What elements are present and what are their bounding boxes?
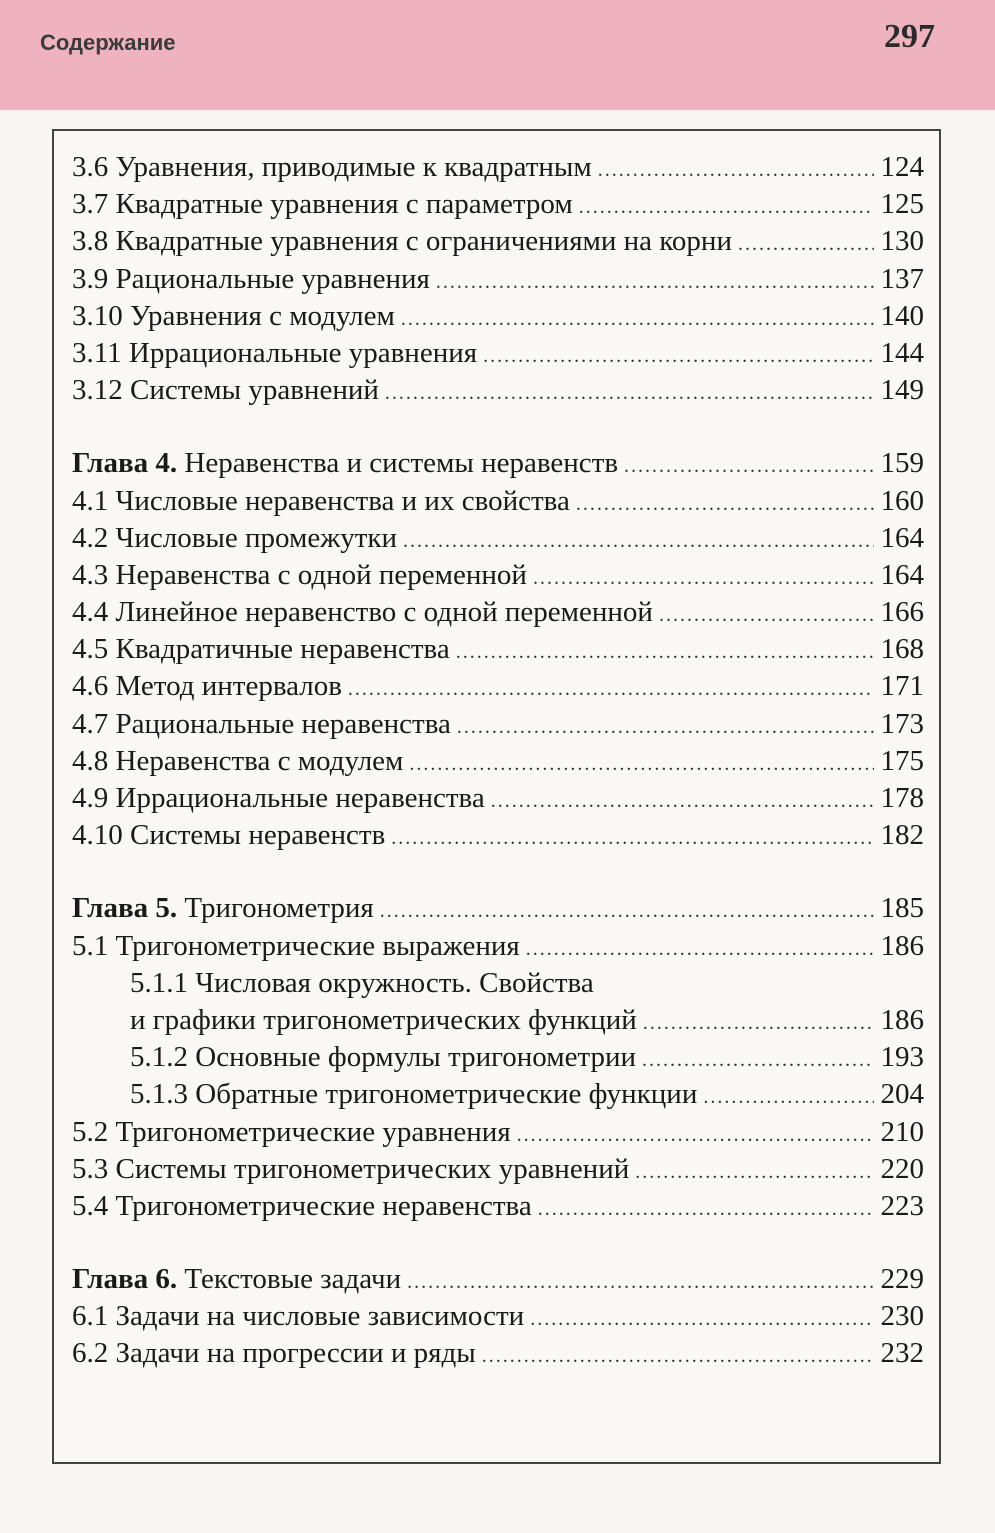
- chapter-label: Глава 6.: [72, 1263, 178, 1296]
- toc-entry: 4.7 Рациональные неравенства ..... 173: [72, 708, 924, 745]
- toc-entry: 3.10 Уравнения с модулем ..... 140: [72, 300, 924, 337]
- toc-entry: 6.1 Задачи на числовые зависимости ..... 230: [72, 1300, 924, 1337]
- chapter-label: Глава 4.: [72, 447, 178, 480]
- toc-page: 164: [880, 521, 924, 554]
- toc-page: 137: [880, 262, 924, 295]
- toc-entry: 3.7 Квадратные уравнения с параметром ..... 125: [72, 188, 924, 225]
- toc-entry: 4.6 Метод интервалов ..... 171: [72, 670, 924, 707]
- toc-page: 220: [880, 1152, 924, 1185]
- toc-page: 186: [880, 1003, 924, 1036]
- toc-subentry: 5.1.2 Основные формулы тригонометрии ..... 193: [72, 1041, 924, 1078]
- toc-entry: 3.9 Рациональные уравнения ..... 137: [72, 263, 924, 300]
- toc-entry: 5.4 Тригонометрические неравенства ..... 223: [72, 1190, 924, 1227]
- toc-chapter-5: Глава 5. Тригонометрия ..... 185: [72, 892, 924, 929]
- toc-entry: 4.8 Неравенства с модулем ..... 175: [72, 745, 924, 782]
- toc-entry: 3.11 Иррациональные уравнения ..... 144: [72, 337, 924, 374]
- toc-entry: 4.4 Линейное неравенство с одной переменной ..... 166: [72, 596, 924, 633]
- toc-page: 185: [880, 892, 924, 925]
- toc-page: 130: [880, 225, 924, 258]
- toc-list: [72, 151, 924, 1375]
- toc-entry: 6.2 Задачи на прогрессии и ряды ..... 232: [72, 1337, 924, 1374]
- toc-page: 193: [880, 1041, 924, 1074]
- toc-subentry-continuation: и графики тригонометрических функций ..... 186: [72, 1004, 924, 1041]
- toc-page: 125: [880, 188, 924, 221]
- toc-page: 173: [880, 707, 924, 740]
- toc-page: 160: [880, 484, 924, 517]
- toc-subentry: 5.1.3 Обратные тригонометрические функции ..... 204: [72, 1078, 924, 1115]
- toc-entry: 4.3 Неравенства с одной переменной ..... 164: [72, 559, 924, 596]
- toc-chapter-4: Глава 4. Неравенства и системы неравенств ..... 159: [72, 447, 924, 484]
- toc-entry: 3.12 Системы уравнений ..... 149: [72, 374, 924, 411]
- toc-page: 166: [880, 596, 924, 629]
- toc-page: 229: [880, 1263, 924, 1296]
- page-header: [0, 0, 995, 110]
- toc-page: 182: [880, 819, 924, 852]
- toc-page: 204: [880, 1078, 924, 1111]
- toc-page: 144: [880, 336, 924, 369]
- toc-entry: 5.3 Системы тригонометрических уравнений ..... 220: [72, 1153, 924, 1190]
- toc-page: 171: [880, 670, 924, 703]
- toc-entry: 4.9 Иррациональные неравенства ..... 178: [72, 782, 924, 819]
- toc-chapter-6: Глава 6. Текстовые задачи ..... 229: [72, 1263, 924, 1300]
- toc-page: 149: [880, 374, 924, 407]
- toc-page: 223: [880, 1189, 924, 1222]
- toc-page: 230: [880, 1300, 924, 1333]
- toc-subentry: 5.1.1 Числовая окружность. Свойства: [130, 966, 594, 999]
- toc-page: 159: [880, 447, 924, 480]
- toc-page: 175: [880, 744, 924, 777]
- toc-page: 168: [880, 633, 924, 666]
- page-number: 297: [884, 18, 935, 55]
- chapter-label: Глава 5.: [72, 892, 178, 925]
- toc-entry: 3.6 Уравнения, приводимые к квадратным ..... 124: [72, 151, 924, 188]
- toc-entry: 5.2 Тригонометрические уравнения ..... 210: [72, 1116, 924, 1153]
- toc-page: 164: [880, 558, 924, 591]
- toc-entry: 4.2 Числовые промежутки ..... 164: [72, 522, 924, 559]
- toc-entry: 4.1 Числовые неравенства и их свойства ..... 160: [72, 485, 924, 522]
- running-title: Содержание: [40, 30, 176, 55]
- toc-page: 124: [880, 151, 924, 183]
- toc-page: 178: [880, 782, 924, 814]
- toc-entry: 4.10 Системы неравенств ..... 182: [72, 819, 924, 856]
- toc-page: 232: [880, 1337, 924, 1370]
- toc-page: 140: [880, 299, 924, 332]
- toc-frame: [52, 129, 941, 1464]
- toc-entry: 5.1 Тригонометрические выражения ..... 186: [72, 930, 924, 967]
- toc-page: 186: [880, 929, 924, 962]
- toc-entry: 3.8 Квадратные уравнения с ограничениями на корни ..... 130: [72, 225, 924, 262]
- toc-entry: 4.5 Квадратичные неравенства ..... 168: [72, 633, 924, 670]
- toc-page: 210: [880, 1115, 924, 1148]
